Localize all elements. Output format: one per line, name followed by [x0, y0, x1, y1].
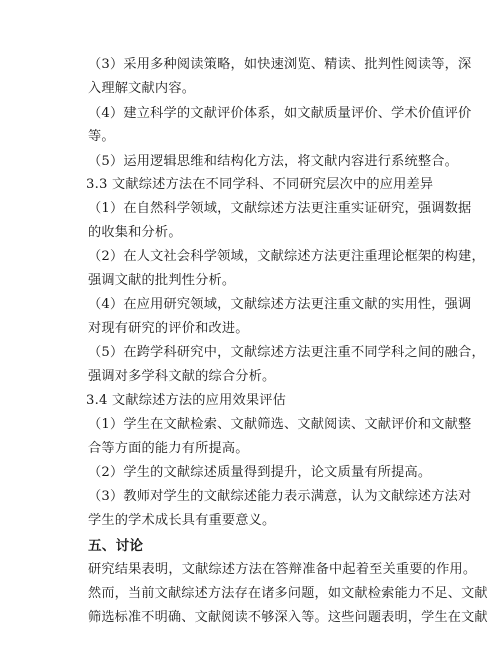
- text-line: （1）在自然科学领域，文献综述方法更注重实证研究，强调数据: [88, 201, 472, 216]
- text-line: （4）在应用研究领域，文献综述方法更注重文献的实用性，强调: [88, 297, 472, 312]
- text-line: （1）学生在文献检索、文献筛选、文献阅读、文献评价和文献整: [88, 417, 472, 432]
- text-line: 然而，当前文献综述方法存在诸多问题，如文献检索能力不足、文献: [88, 586, 488, 601]
- text-line: 对现有研究的评价和改进。: [88, 321, 249, 336]
- text-line: （2）学生的文献综述质量得到提升，论文质量有所提高。: [88, 465, 432, 480]
- text-line: 研究结果表明，文献综述方法在答辩准备中起着至关重要的作用。: [88, 562, 477, 577]
- text-line: （4）建立科学的文献评价体系，如文献质量评价、学术价值评价: [88, 106, 472, 121]
- text-line: 的收集和分析。: [88, 225, 182, 240]
- text-line: （3）教师对学生的文献综述能力表示满意，认为文献综述方法对: [88, 489, 472, 504]
- text-line: 学生的学术成长具有重要意义。: [88, 513, 276, 528]
- section-heading: 3.4 文献综述方法的应用效果评估: [86, 393, 287, 408]
- text-line: 等。: [88, 129, 115, 144]
- text-line: 筛选标准不明确、文献阅读不够深入等。这些问题表明，学生在文献: [88, 610, 488, 625]
- text-line: （2）在人文社会科学领域，文献综述方法更注重理论框架的构建，: [88, 249, 485, 264]
- section-heading: 3.3 文献综述方法在不同学科、不同研究层次中的应用差异: [86, 177, 434, 192]
- text-line: （3）采用多种阅读策略，如快速浏览、精读、批判性阅读等，深: [88, 57, 472, 72]
- text-line: 强调文献的批判性分析。: [88, 273, 236, 288]
- text-line: （5）在跨学科研究中，文献综述方法更注重不同学科之间的融合，: [88, 345, 485, 360]
- text-line: 入理解文献内容。: [88, 81, 196, 96]
- section-heading: 五、讨论: [88, 538, 144, 554]
- text-line: （5）运用逻辑思维和结构化方法，将文献内容进行系统整合。: [88, 154, 459, 169]
- text-line: 合等方面的能力有所提高。: [88, 441, 249, 456]
- text-line: 强调对多学科文献的综合分析。: [88, 369, 276, 384]
